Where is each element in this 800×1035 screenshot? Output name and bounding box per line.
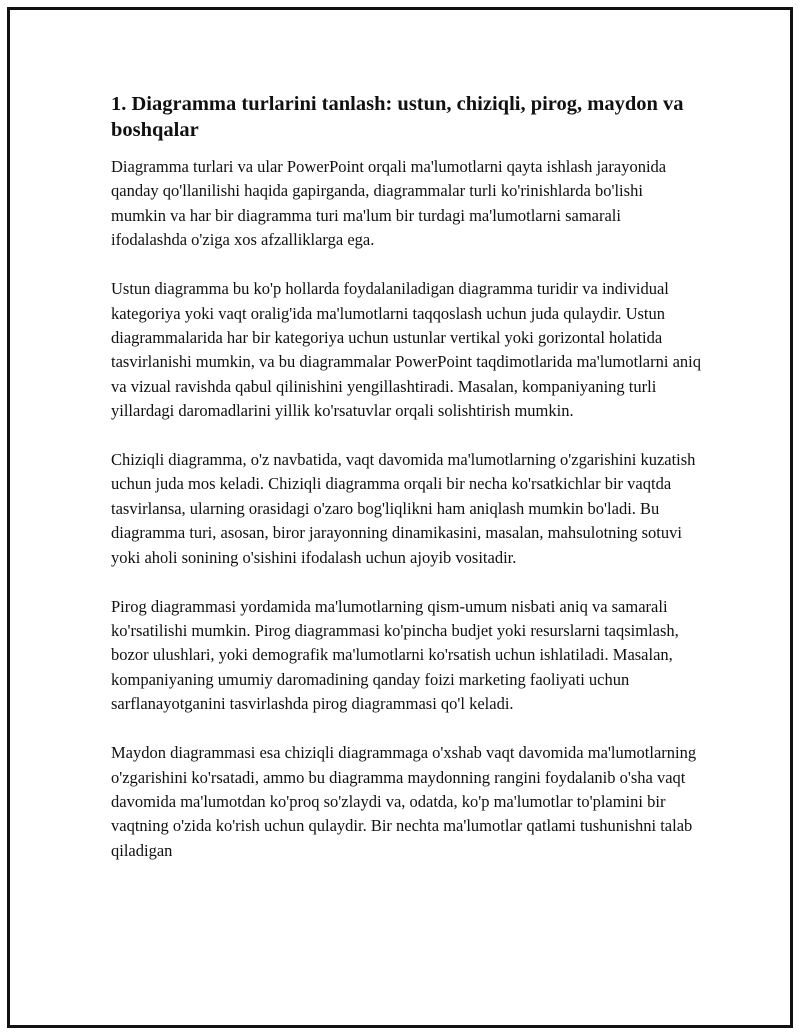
paragraph-line-chart: Chiziqli diagramma, o'z navbatida, vaqt davomida ma'lumotlarning o'zgarishini kuzatish uchun juda mos keladi. Chiziqli diagramma orqali bir necha ko'rsatkichlar bir vaqtda tasvirlansa, ularning orasidagi o'zaro bog'liqlikni ham aniqlash mumkin bo'ladi. Bu diagramma turi, asosan, biror jarayonning dinamikasini, masalan, mahsulotning sotuvi yoki aholi sonining o'sishini ifodalash uchun ajoyib vositadir.: [111, 450, 696, 567]
paragraph-area-chart: Maydon diagrammasi esa chiziqli diagrammaga o'xshab vaqt davomida ma'lumotlarning o'zgarishini ko'rsatadi, ammo bu diagramma maydonning rangini foydalanib o'sha vaqt davomida ma'lumotdan ko'proq so'zlaydi va, odatda, ko'p ma'lumotlar to'plamini bir vaqtning o'zida ko'rish uchun qulaydir. Bir nechta ma'lumotlar qatlami tushunishni talab qiladigan: [111, 743, 697, 860]
section-heading: 1. Diagramma turlarini tanlash: ustun, chiziqli, pirog, maydon va boshqalar: [111, 93, 684, 141]
paragraph-intro: Diagramma turlari va ular PowerPoint orqali ma'lumotlarni qayta ishlash jarayonida qanday qo'llanilishi haqida gapirganda, diagrammalar turli ko'rinishlarda bo'lishi mumkin va har bir diagramma turi ma'lum bir turdagi ma'lumotlarni samarali ifodalashda o'ziga xos afzalliklarga ega.: [111, 157, 667, 250]
document-body: [111, 91, 701, 863]
paragraph-pie-chart: Pirog diagrammasi yordamida ma'lumotlarning qism-umum nisbati aniq va samarali ko'rsatilishi mumkin. Pirog diagrammasi ko'pincha budjet yoki resurslarni taqsimlash, bozor ulushlari, yoki demografik ma'lumotlarni ko'rsatish uchun ishlatiladi. Masalan, kompaniyaning umumiy daromadining qanday foizi marketing faoliyati uchun sarflanayotganini tasvirlashda pirog diagrammasi qo'l keladi.: [111, 596, 679, 714]
paragraph-column-chart: Ustun diagramma bu ko'p hollarda foydalaniladigan diagramma turidir va individual kategoriya yoki vaqt oralig'ida ma'lumotlarni taqqoslash uchun juda qulaydir. Ustun diagrammalarida har bir kategoriya uchun ustunlar vertikal yoki gorizontal holatida tasvirlanishi mumkin, va bu diagrammalar PowerPoint taqdimotlarida ma'lumotlarni aniq va vizual ravishda qabul qilinishini yengillashtiradi. Masalan, kompaniyaning turli yillardagi daromadlarini yillik ko'rsatuvlar orqali solishtirish mumkin.: [111, 279, 701, 421]
